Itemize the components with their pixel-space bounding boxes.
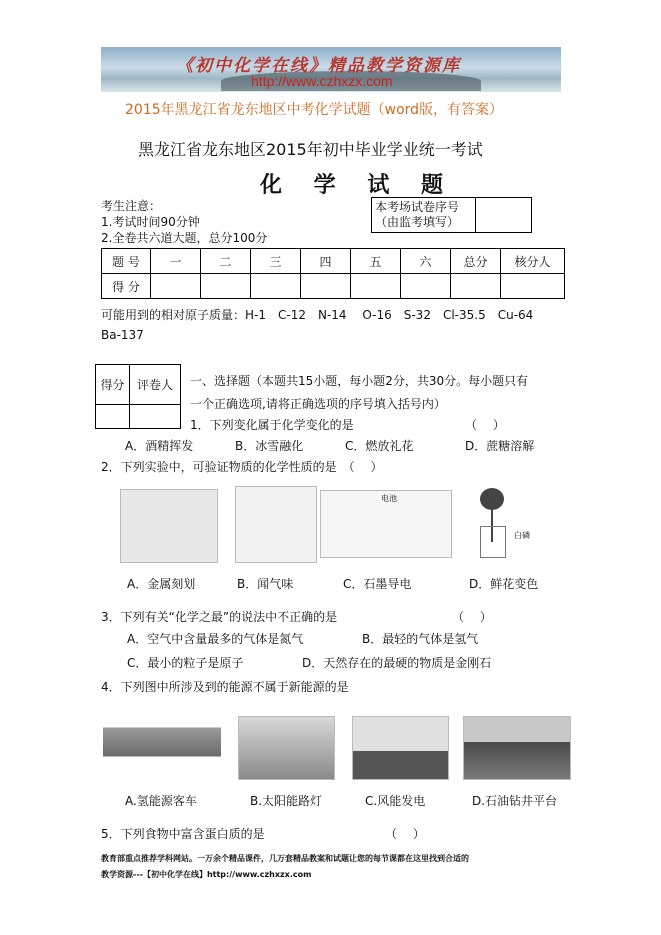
score-cell[interactable] (451, 274, 501, 299)
notice-item: 2.全卷共六道大题，总分100分 (101, 231, 268, 245)
grader-score-field[interactable] (96, 405, 130, 429)
footer-link[interactable]: 教学资源---【初中化学在线】http://www.czhxzx.com (101, 870, 312, 879)
battery-label: 电池 (381, 494, 397, 503)
banner-url[interactable]: http://www.czhxzx.com (251, 73, 393, 89)
question-3: 3．下列有关“化学之最”的说法中不正确的是 (101, 610, 338, 624)
question-1: 1．下列变化属于化学变化的是 (190, 418, 354, 432)
notice-heading: 考生注意： (101, 199, 162, 213)
answer-blank[interactable]: （ ） (452, 610, 492, 624)
document-subtitle: 2015年黑龙江省龙东地区中考化学试题（word版，有答案） (125, 102, 504, 118)
white-phosphorus-label: 白磷 (514, 531, 530, 540)
seat-label: 本考场试卷序号 (375, 200, 460, 214)
option: A．酒精挥发 (125, 439, 194, 453)
site-banner (101, 47, 561, 92)
section1-instructions-cont: 一个正确选项,请将正确选项的序号填入括号内） (190, 397, 446, 411)
score-header: 总分 (451, 249, 501, 274)
score-cell[interactable] (401, 274, 451, 299)
wind-power-image (352, 716, 449, 780)
score-cell[interactable] (301, 274, 351, 299)
atomic-masses: 可能用到的相对原子质量：H-1 C-12 N-14 O-16 S-32 Cl-35.5 Cu-64 (101, 308, 534, 322)
smell-gas-image (235, 486, 317, 563)
score-table (101, 248, 565, 299)
footer (101, 851, 469, 883)
seat-number-field[interactable] (476, 198, 532, 233)
atomic-masses-cont: Ba-137 (101, 328, 144, 342)
score-header: 三 (251, 249, 301, 274)
score-header: 核分人 (501, 249, 565, 274)
option: C．石墨导电 (343, 577, 412, 591)
grader-box (95, 364, 181, 429)
answer-blank[interactable]: （ ） (385, 827, 425, 841)
grader-label: 评卷人 (130, 365, 181, 405)
question-5: 5．下列食物中富含蛋白质的是 (101, 827, 265, 841)
option: C.风能发电 (365, 794, 426, 808)
notice-item: 1.考试时间90分钟 (101, 215, 200, 229)
flower-image (472, 486, 532, 558)
grader-field[interactable] (130, 405, 181, 429)
solar-streetlight-image (238, 716, 335, 780)
score-header: 六 (401, 249, 451, 274)
option: C．最小的粒子是原子 (127, 656, 244, 670)
option: B．闻气味 (237, 577, 294, 591)
option: C．燃放礼花 (345, 439, 414, 453)
graphite-conductivity-image (320, 490, 452, 558)
score-header: 二 (201, 249, 251, 274)
score-cell[interactable] (151, 274, 201, 299)
score-cell[interactable] (201, 274, 251, 299)
option: A．金属刻划 (127, 577, 196, 591)
option: D．天然存在的最硬的物质是金刚石 (302, 656, 492, 670)
seat-number-box (371, 197, 532, 233)
option: A．空气中含量最多的气体是氮气 (127, 632, 304, 646)
option: B.太阳能路灯 (250, 794, 323, 808)
hydrogen-bus-image (103, 716, 221, 774)
answer-blank[interactable]: （ ） (465, 418, 505, 432)
footer-text: 教育部重点推荐学科网站。一万余个精品课件，几万套精品教案和试题让您的每节课都在这里找到合适的 (101, 854, 469, 863)
option: B．冰雪融化 (235, 439, 304, 453)
metal-scratch-image (120, 489, 218, 563)
oil-rig-image (463, 716, 571, 780)
score-header: 题 号 (102, 249, 151, 274)
score-header: 一 (151, 249, 201, 274)
option: D．蔗糖溶解 (465, 439, 535, 453)
question-2: 2．下列实验中，可验证物质的化学性质的是 （ ） (101, 460, 383, 474)
score-cell[interactable] (501, 274, 565, 299)
question-4: 4．下列图中所涉及到的能源不属于新能源的是 (101, 680, 349, 694)
subject-title: 化 学 试 题 (260, 173, 455, 198)
seat-label-note: （由监考填写） (375, 215, 460, 229)
score-header: 五 (351, 249, 401, 274)
exam-title: 黑龙江省龙东地区2015年初中毕业学业统一考试 (138, 140, 483, 159)
score-cell[interactable] (251, 274, 301, 299)
score-row-label: 得 分 (102, 274, 151, 299)
notice (101, 198, 267, 246)
score-header: 四 (301, 249, 351, 274)
section1-instructions: 一、选择题（本题共15小题，每小题2分，共30分。每小题只有 (190, 374, 529, 388)
banner-title: 《初中化学在线》精品教学资源库 (176, 56, 461, 76)
option: D.石油钻井平台 (472, 794, 558, 808)
option: B．最轻的气体是氢气 (362, 632, 479, 646)
score-cell[interactable] (351, 274, 401, 299)
option: D．鲜花变色 (469, 577, 539, 591)
option: A.氢能源客车 (125, 794, 197, 808)
grader-score-label: 得分 (96, 365, 130, 405)
